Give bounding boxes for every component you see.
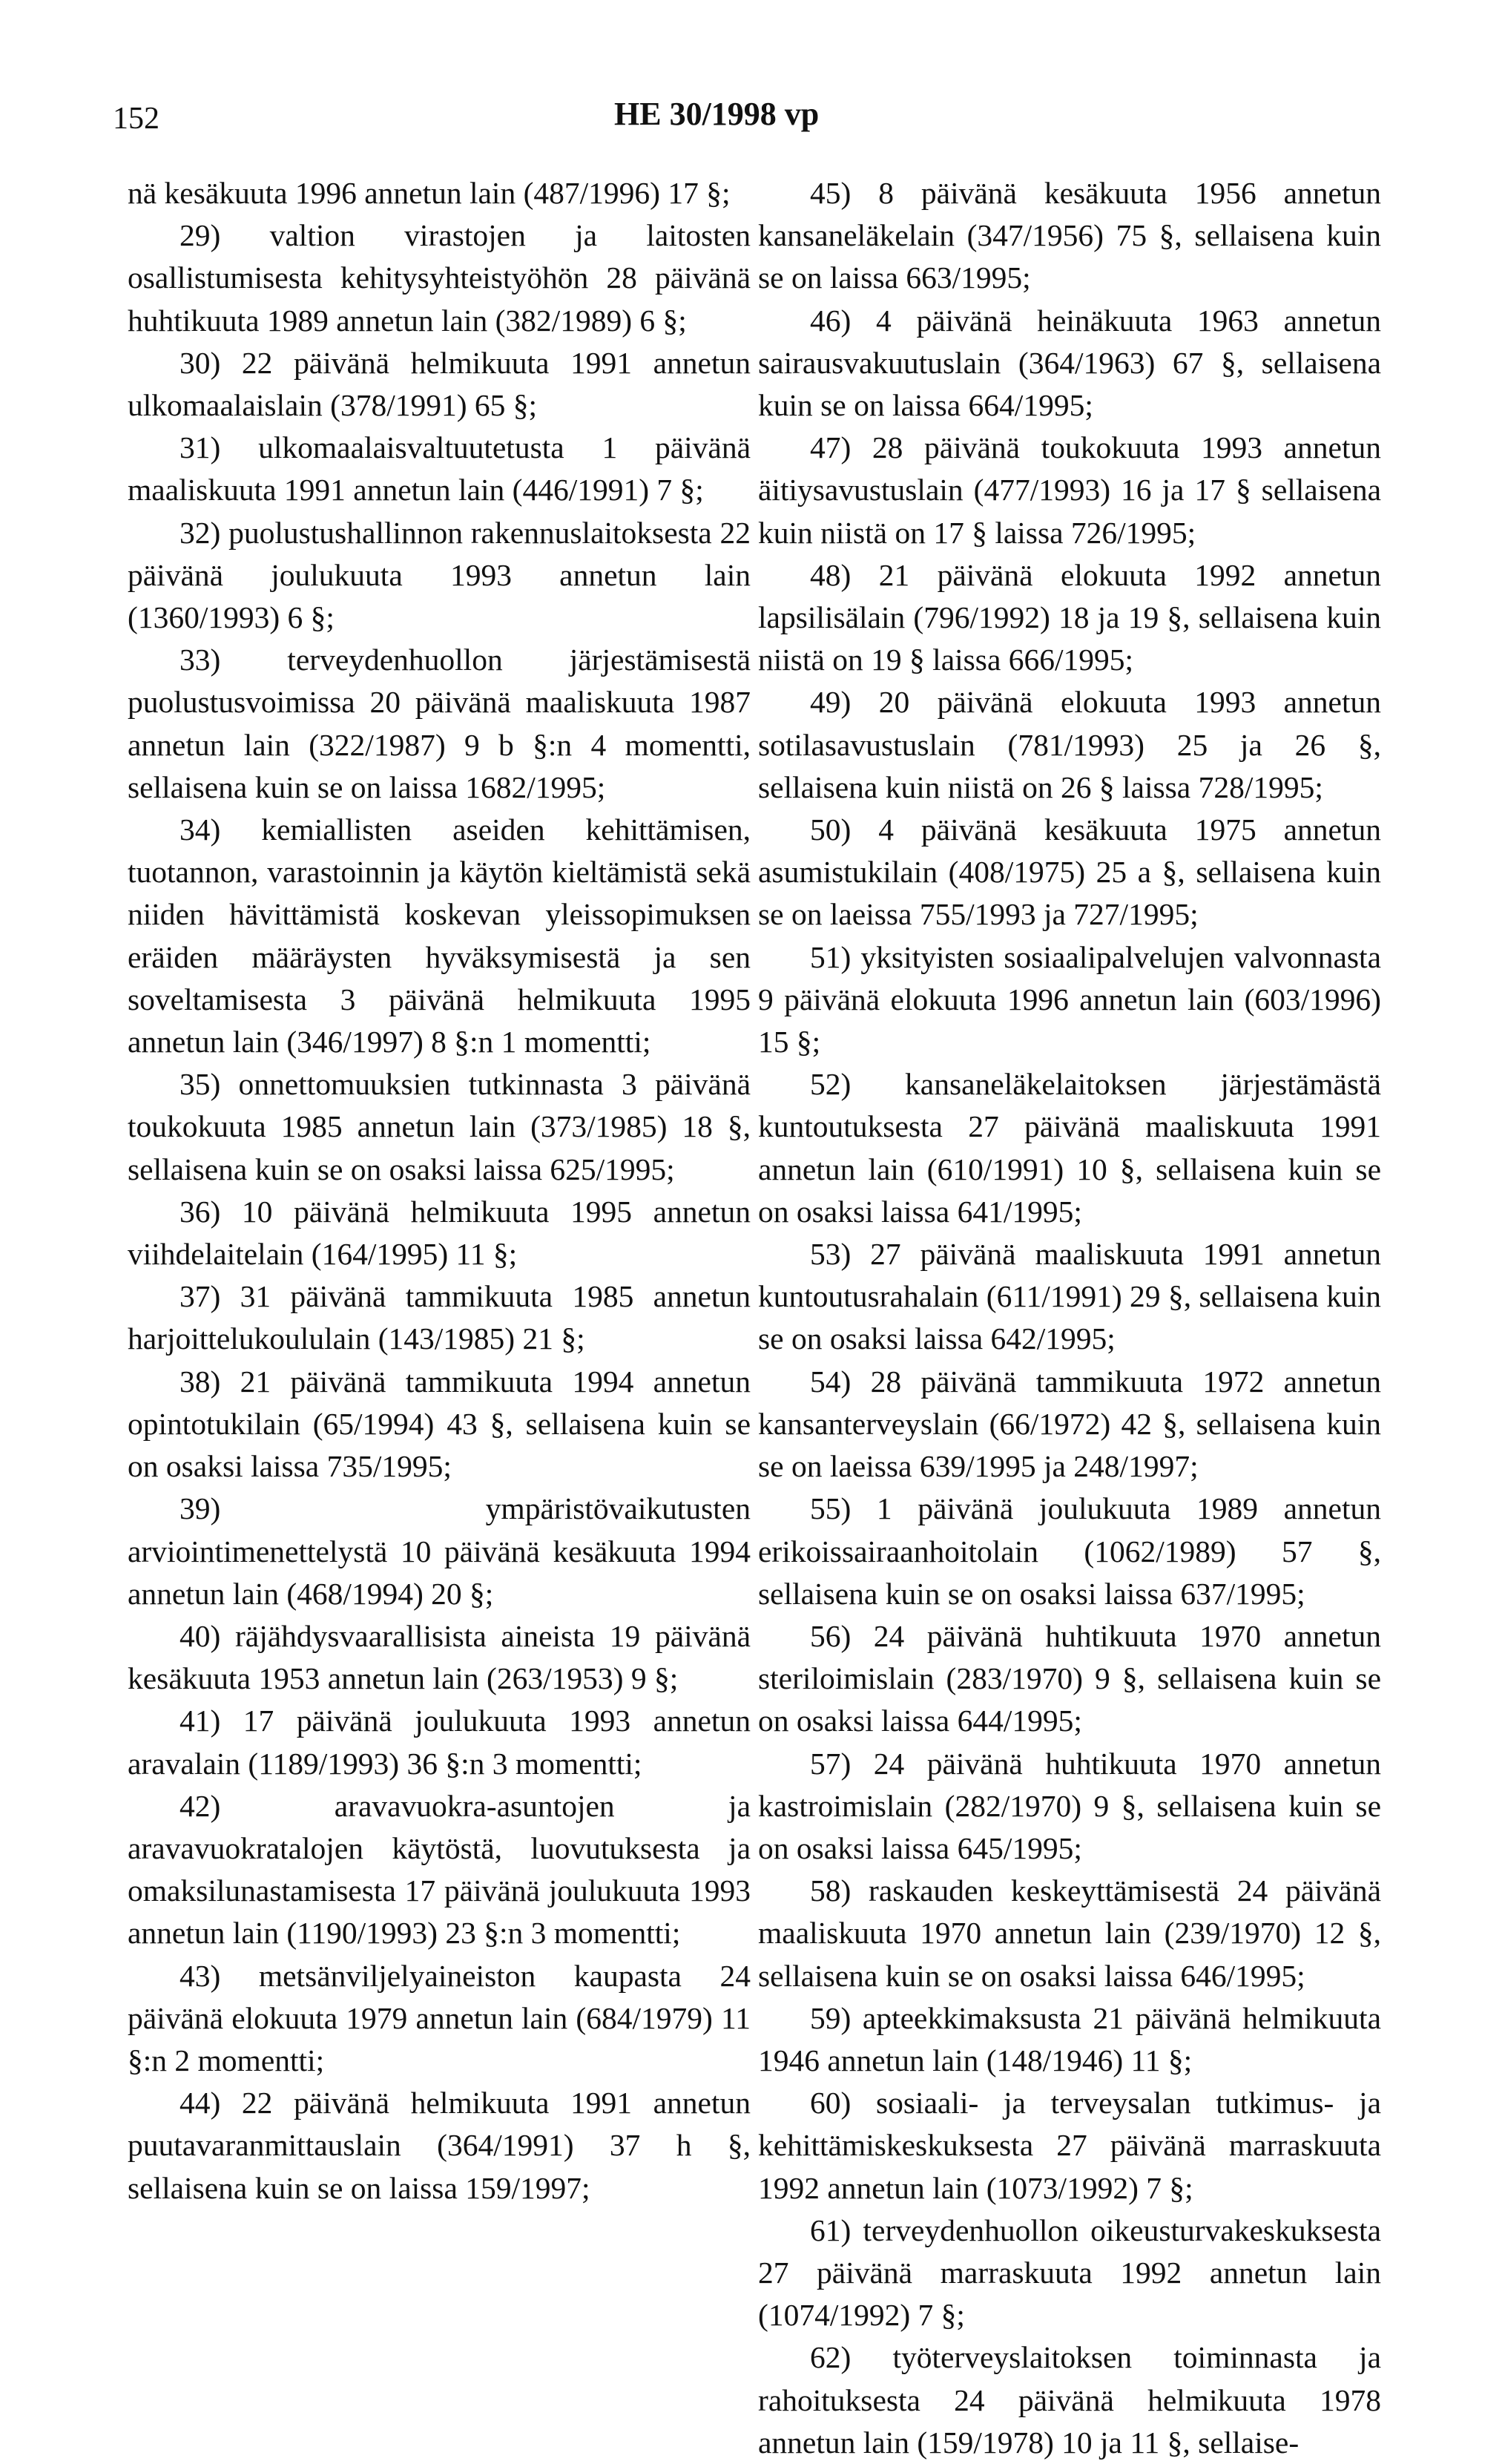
law-entry: nä kesäkuuta 1996 annetun lain (487/1996) 17 §; [128, 176, 731, 210]
law-entry: 44) 22 päivänä helmikuuta 1991 annetun puutavaranmittauslain (364/1991) 37 h §, sellaisena kuin se on laissa 159/1997; [128, 2086, 751, 2205]
law-entry: 47) 28 päivänä toukokuuta 1993 annetun äitiysavustuslain (477/1993) 16 ja 17 § sellaisena kuin niistä on 17 § laissa 726/1995; [758, 430, 1381, 550]
law-entry: 38) 21 päivänä tammikuuta 1994 annetun opintotukilain (65/1994) 43 §, sellaisena kuin se on osaksi laissa 735/1995; [128, 1364, 751, 1484]
law-entry: 39) ympäristövaikutusten arviointimenettelystä 10 päivänä kesäkuuta 1994 annetun lain (468/1994) 20 §; [128, 1491, 751, 1611]
law-entry: 41) 17 päivänä joulukuuta 1993 annetun aravalain (1189/1993) 36 §:n 3 momentti; [128, 1704, 751, 1781]
law-entry: 30) 22 päivänä helmikuuta 1991 annetun ulkomaalaislain (378/1991) 65 §; [128, 345, 751, 423]
law-entry: 54) 28 päivänä tammikuuta 1972 annetun kansanterveyslain (66/1972) 42 §, sellaisena kuin se on laeissa 639/1995 ja 248/1997; [758, 1364, 1381, 1484]
law-entry: 58) raskauden keskeyttämisestä 24 päivänä maaliskuuta 1970 annetun lain (239/1970) 12 §, sellaisena kuin se on osaksi laissa 646/1995; [758, 1873, 1381, 1993]
law-entry: 50) 4 päivänä kesäkuuta 1975 annetun asumistukilain (408/1975) 25 a §, sellaisena kuin se on laeissa 755/1993 ja 727/1995; [758, 812, 1381, 932]
law-entry: 60) sosiaali- ja terveysalan tutkimus- ja kehittämiskeskuksesta 27 päivänä marraskuuta 1992 annetun lain (1073/1992) 7 §; [758, 2086, 1381, 2205]
law-entry: 56) 24 päivänä huhtikuuta 1970 annetun steriloimislain (283/1970) 9 §, sellaisena kuin se on osaksi laissa 644/1995; [758, 1618, 1381, 1738]
law-entry: 49) 20 päivänä elokuuta 1993 annetun sotilasavustuslain (781/1993) 25 ja 26 §, sellaisena kuin niistä on 26 § laissa 728/1995; [758, 685, 1381, 804]
law-entry: 59) apteekkimaksusta 21 päivänä helmikuuta 1946 annetun lain (148/1946) 11 §; [758, 2000, 1381, 2077]
law-entry: 33) terveydenhuollon järjestämisestä puolustusvoimissa 20 päivänä maaliskuuta 1987 annetun lain (322/1987) 9 b §:n 4 momentti, sellaisena kuin se on laissa 1682/1995; [128, 643, 751, 804]
law-entry: 40) räjähdysvaarallisista aineista 19 päivänä kesäkuuta 1953 annetun lain (263/1953) 9 §; [128, 1618, 751, 1696]
left-column [128, 172, 751, 2210]
law-entry: 45) 8 päivänä kesäkuuta 1956 annetun kansaneläkelain (347/1956) 75 §, sellaisena kuin se on laissa 663/1995; [758, 176, 1381, 295]
law-entry: 43) metsänviljelyaineiston kaupasta 24 päivänä elokuuta 1979 annetun lain (684/1979) 11 §:n 2 momentti; [128, 1958, 751, 2077]
law-entry: 42) aravavuokra-asuntojen ja aravavuokratalojen käytöstä, luovutuksesta ja omaksilunastamisesta 17 päivänä joulukuuta 1993 annetun lain (1190/1993) 23 §:n 3 momentti; [128, 1788, 751, 1951]
law-entry: 29) valtion virastojen ja laitosten osallistumisesta kehitysyhteistyöhön 28 päivänä huhtikuuta 1989 annetun lain (382/1989) 6 §; [128, 218, 751, 338]
law-entry: 36) 10 päivänä helmikuuta 1995 annetun viihdelaitelain (164/1995) 11 §; [128, 1194, 751, 1272]
law-entry: 61) terveydenhuollon oikeusturvakeskuksesta 27 päivänä marraskuuta 1992 annetun lain (1074/1992) 7 §; [758, 2212, 1381, 2333]
law-entry: 55) 1 päivänä joulukuuta 1989 annetun erikoissairaanhoitolain (1062/1989) 57 §, sellaisena kuin se on osaksi laissa 637/1995; [758, 1491, 1381, 1611]
law-entry: 53) 27 päivänä maaliskuuta 1991 annetun kuntoutusrahalain (611/1991) 29 §, sellaisena kuin se on osaksi laissa 642/1995; [758, 1237, 1381, 1356]
law-entry: 31) ulkomaalaisvaltuutetusta 1 päivänä maaliskuuta 1991 annetun lain (446/1991) 7 §; [128, 430, 751, 507]
law-entry: 52) kansaneläkelaitoksen järjestämästä kuntoutuksesta 27 päivänä maaliskuuta 1991 annetun lain (610/1991) 10 §, sellaisena kuin se on osaksi laissa 641/1995; [758, 1067, 1381, 1229]
document-title: HE 30/1998 vp [614, 96, 820, 132]
law-entry: 37) 31 päivänä tammikuuta 1985 annetun harjoittelukoululain (143/1985) 21 §; [128, 1279, 751, 1356]
law-entry: 48) 21 päivänä elokuuta 1992 annetun lapsilisälain (796/1992) 18 ja 19 §, sellaisena kuin niistä on 19 § laissa 666/1995; [758, 557, 1381, 677]
page-number: 152 [113, 102, 159, 136]
law-entry: 35) onnettomuuksien tutkinnasta 3 päivänä toukokuuta 1985 annetun lain (373/1985) 18 §, sellaisena kuin se on osaksi laissa 625/1995; [128, 1067, 751, 1186]
law-entry: 57) 24 päivänä huhtikuuta 1970 annetun kastroimislain (282/1970) 9 §, sellaisena kuin se on osaksi laissa 645/1995; [758, 1746, 1381, 1865]
law-entry: 62) työterveyslaitoksen toiminnasta ja rahoituksesta 24 päivänä helmikuuta 1978 annetun lain (159/1978) 10 ja 11 §, sellaise- [758, 2340, 1381, 2460]
law-entry: 46) 4 päivänä heinäkuuta 1963 annetun sairausvakuutuslain (364/1963) 67 §, sellaisena kuin se on laissa 664/1995; [758, 303, 1381, 423]
law-entry: 32) puolustushallinnon rakennuslaitoksesta 22 päivänä joulukuuta 1993 annetun lain (1360/1993) 6 §; [128, 515, 751, 635]
law-entry: 51) yksityisten sosiaalipalvelujen valvonnasta 9 päivänä elokuuta 1996 annetun lain (603/1996) 15 §; [758, 939, 1381, 1059]
law-entry: 34) kemiallisten aseiden kehittämisen, tuotannon, varastoinnin ja käytön kieltämistä sekä niiden hävittämistä koskevan yleissopimuksen eräiden määräysten hyväksymisestä ja sen soveltamisesta 3 päivänä helmikuuta 1995 annetun lain (346/1997) 8 §:n 1 momentti; [128, 812, 751, 1059]
right-column [758, 172, 1381, 2464]
